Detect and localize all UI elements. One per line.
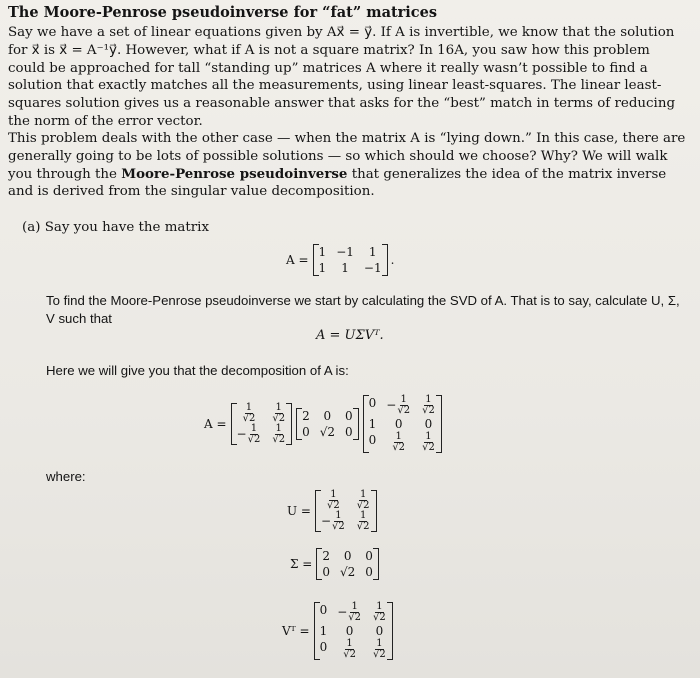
- sigma-cell: 0: [323, 409, 332, 423]
- matrix-a-cell: 1: [341, 261, 349, 275]
- matrix-vt: [282, 602, 393, 660]
- matrix-a-cell: 1: [318, 261, 327, 275]
- decomposition: [204, 395, 442, 453]
- decomp-sigma-matrix: [296, 408, 359, 440]
- sigma-cell: 0: [343, 549, 352, 563]
- matrix-vt-label: Vᵀ =: [282, 624, 310, 638]
- matrix-sigma-label: Σ =: [290, 557, 313, 571]
- sigma-cell: 2: [302, 409, 310, 423]
- svd-equation: A = UΣVᵀ.: [316, 328, 384, 343]
- matrix-a-cell: 1: [318, 245, 327, 259]
- sigma-cell: √2: [340, 565, 356, 579]
- sigma-cell: √2: [319, 425, 335, 439]
- matrix-a-label: A =: [286, 253, 309, 267]
- sigma-cell: 0: [322, 565, 330, 579]
- problem-paragraph: [8, 130, 688, 201]
- matrix-u: [287, 490, 377, 532]
- problem-paragraph-bold: Moore-Penrose pseudoinverse: [121, 165, 348, 182]
- step-svd-text: To find the Moore-Penrose pseudoinverse we start by calculating the SVD of A. That is to say, calculate U, Σ, V such that: [46, 293, 680, 326]
- problem-paragraph-text-2: that generalizes the idea of the matrix inverse and is derived from the singular value decomposition.: [8, 166, 667, 200]
- matrix-vt-bracket: 0 − $\frac{1}{√2}$ $\frac{1}{√2}$ 1 0 0 0 $\frac{1}{√2}$ $\frac{1}{√2}$: [314, 602, 393, 660]
- problem-paragraph-text-1: This problem deals with the other case — when the matrix A is “lying down.” In this case, there are generally going to be lots of possible solutions — so which should we choose? Why? We will walk you through the: [8, 131, 686, 182]
- matrix-a-cell: −1: [336, 245, 354, 259]
- matrix-a-cell: 1: [368, 245, 377, 259]
- where-label: where:: [46, 469, 86, 484]
- sigma-cell: 0: [345, 409, 353, 423]
- step-decomposition-text: Here we will give you that the decomposition of A is:: [46, 363, 349, 378]
- matrix-sigma-bracket: [316, 548, 379, 580]
- sigma-cell: 0: [365, 565, 373, 579]
- matrix-a-cell: −1: [363, 261, 382, 275]
- decomp-vt-matrix: 0 − $\frac{1}{√2}$ $\frac{1}{√2}$ 1 0 0 0 $\frac{1}{√2}$ $\frac{1}{√2}$: [363, 395, 442, 453]
- page-title: The Moore-Penrose pseudoinverse for “fat” matrices: [8, 4, 438, 21]
- part-a-intro: (a) Say you have the matrix: [22, 220, 210, 235]
- period: .: [390, 253, 395, 267]
- matrix-u-label: U =: [287, 504, 311, 518]
- matrix-sigma: [290, 548, 379, 580]
- sigma-cell: 0: [365, 549, 373, 563]
- sigma-cell: 2: [322, 549, 330, 563]
- decomp-u-matrix: $\frac{1}{√2}$ $\frac{1}{√2}$ − $\frac{1}{√2}$ $\frac{1}{√2}$: [231, 403, 293, 445]
- decomposition-label: A =: [204, 417, 227, 431]
- sigma-cell: 0: [345, 425, 353, 439]
- sigma-cell: 0: [302, 425, 310, 439]
- matrix-a: [286, 244, 394, 276]
- matrix-u-bracket: $\frac{1}{√2}$ $\frac{1}{√2}$ − $\frac{1}{√2}$ $\frac{1}{√2}$: [315, 490, 377, 532]
- intro-paragraph: Say we have a set of linear equations given by Ax⃗ = y⃗. If A is invertible, we know that the solution for x⃗ is x⃗ = A⁻¹y⃗. However, what if A is not a square matrix? In 16A, you saw how this problem could be approached for tall “standing up” matrices A where it really wasn’t possible to find a solution that exactly matches all the measurements, using linear least-squares. The linear least-squares solution gives us a reasonable answer that asks for the “best” match in terms of reducing the norm of the error vector.: [8, 25, 676, 129]
- matrix-a-bracket: [313, 244, 388, 276]
